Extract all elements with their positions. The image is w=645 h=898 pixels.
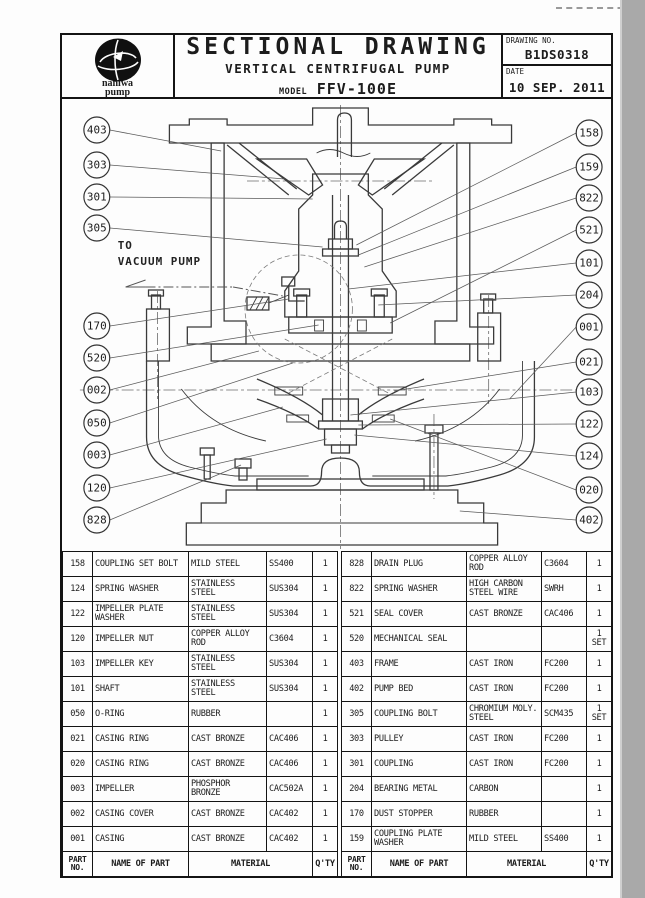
cell-qty: 1 <box>587 677 612 702</box>
leader-line <box>460 511 576 520</box>
cell-code: SWRH <box>542 577 587 602</box>
cell-mat: STAINLESS STEEL <box>189 677 267 702</box>
date-label: DATE <box>506 67 525 77</box>
cell-qty: 1 SET <box>587 627 612 652</box>
cell-name: CASING COVER <box>93 802 189 827</box>
cell-mat: RUBBER <box>189 702 267 727</box>
cell-qty: 1 <box>587 752 612 777</box>
cell-name: CASING RING <box>93 752 189 777</box>
cell-no: 159 <box>342 827 372 852</box>
cell-no: 301 <box>342 752 372 777</box>
cell-no: 521 <box>342 602 372 627</box>
cell-qty: 1 <box>313 577 338 602</box>
part-row <box>63 702 338 727</box>
date-cell <box>503 66 611 97</box>
balloon-label: 101 <box>579 256 599 270</box>
cell-no: 158 <box>63 552 93 577</box>
cell-name: IMPELLER KEY <box>93 652 189 677</box>
cell-code: SCM435 <box>542 702 587 727</box>
cell-mat: COPPER ALLOY ROD <box>467 552 542 577</box>
part-row <box>63 777 338 802</box>
header-row <box>63 852 338 877</box>
part-row <box>342 752 612 777</box>
cell-qty: 1 <box>587 652 612 677</box>
cell-no: 403 <box>342 652 372 677</box>
balloon-label: 003 <box>86 448 107 462</box>
cell-qty: 1 <box>587 827 612 852</box>
model-line <box>279 79 397 98</box>
cell-qty: 1 <box>587 577 612 602</box>
balloon-label: 305 <box>86 221 107 235</box>
cell-no: 103 <box>63 652 93 677</box>
cell-code: CAC402 <box>267 802 313 827</box>
part-row <box>342 652 612 677</box>
parts-table-left <box>62 551 338 877</box>
leader-line <box>110 351 259 390</box>
sheet-subtitle: VERTICAL CENTRIFUGAL PUMP <box>225 60 451 76</box>
cell-mat: CHROMIUM MOLY. STEEL <box>467 702 542 727</box>
sheet-title: SECTIONAL DRAWING <box>186 33 490 60</box>
part-row <box>63 727 338 752</box>
cell-no: 050 <box>63 702 93 727</box>
balloon-label: 122 <box>579 417 599 431</box>
balloon-label: 402 <box>579 513 599 527</box>
balloon-label: 204 <box>579 288 599 302</box>
model-label: MODEL <box>279 86 308 97</box>
cell-mat: CAST BRONZE <box>189 752 267 777</box>
drawing-area <box>62 99 611 551</box>
cell-code <box>542 802 587 827</box>
cell-no: 020 <box>63 752 93 777</box>
balloon-label: 050 <box>86 416 107 430</box>
cell-no: 520 <box>342 627 372 652</box>
part-row <box>63 677 338 702</box>
leader-line <box>110 325 319 358</box>
cell-mat: CAST IRON <box>467 652 542 677</box>
balloon-label: 103 <box>579 385 599 399</box>
cell-qty: 1 <box>313 752 338 777</box>
part-row <box>63 827 338 852</box>
cell-qty: 1 <box>587 727 612 752</box>
part-row <box>342 552 612 577</box>
balloon-label: 158 <box>579 126 599 140</box>
cell-no: 303 <box>342 727 372 752</box>
cell-qty: 1 <box>313 727 338 752</box>
cell-mat: CAST BRONZE <box>189 727 267 752</box>
header-row <box>342 852 612 877</box>
cell-code: CAC406 <box>267 727 313 752</box>
cell-name: COUPLING PLATE WASHER <box>372 827 467 852</box>
cell-name: SPRING WASHER <box>372 577 467 602</box>
cell-name: DRAIN PLUG <box>372 552 467 577</box>
cell-no: 402 <box>342 677 372 702</box>
leader-line <box>350 392 576 415</box>
cell-mat: COPPER ALLOY ROD <box>189 627 267 652</box>
cell-code: CAC406 <box>267 752 313 777</box>
cell-qty: 1 <box>313 677 338 702</box>
cell-code: FC200 <box>542 752 587 777</box>
cell-code: SS400 <box>542 827 587 852</box>
balloon-label: 520 <box>86 351 107 365</box>
part-row <box>63 552 338 577</box>
cell-name: DUST STOPPER <box>372 802 467 827</box>
part-row <box>63 802 338 827</box>
part-row <box>342 827 612 852</box>
cell-qty: 1 <box>313 802 338 827</box>
sheet-border-frame <box>60 33 613 878</box>
drawing-no-cell <box>503 35 611 66</box>
cell-no: 822 <box>342 577 372 602</box>
cell-no: 002 <box>63 802 93 827</box>
cell-no: 001 <box>63 827 93 852</box>
cell-code: FC200 <box>542 652 587 677</box>
cell-mat: STAINLESS STEEL <box>189 652 267 677</box>
balloon-label: 159 <box>579 160 599 174</box>
cell-mat: PHOSPHOR BRONZE <box>189 777 267 802</box>
drawing-no-label: DRAWING NO. <box>506 36 556 45</box>
cell-name: PUMP BED <box>372 677 467 702</box>
header-part-no: PART NO. <box>63 852 93 877</box>
cell-code: SUS304 <box>267 677 313 702</box>
title-block-right <box>503 35 611 97</box>
cell-code <box>542 627 587 652</box>
header-name: NAME OF PART <box>93 852 189 877</box>
cell-mat: CAST BRONZE <box>189 827 267 852</box>
cell-no: 170 <box>342 802 372 827</box>
cell-mat: MILD STEEL <box>189 552 267 577</box>
header-part-no: PART NO. <box>342 852 372 877</box>
cell-name: PULLEY <box>372 727 467 752</box>
cell-no: 305 <box>342 702 372 727</box>
balloon-label: 021 <box>579 355 599 369</box>
leader-line <box>356 133 576 245</box>
leader-line <box>358 424 576 425</box>
cell-qty: 1 <box>313 652 338 677</box>
cell-mat: CAST BRONZE <box>189 802 267 827</box>
cell-code: SUS304 <box>267 602 313 627</box>
balloon-label: 822 <box>579 191 599 205</box>
balloon-label: 303 <box>86 158 107 172</box>
cell-code: SUS304 <box>267 577 313 602</box>
cell-code: CAC402 <box>267 827 313 852</box>
cell-name: CASING <box>93 827 189 852</box>
cell-name: IMPELLER PLATE WASHER <box>93 602 189 627</box>
leader-line <box>110 363 293 423</box>
cell-name: BEARING METAL <box>372 777 467 802</box>
leader-line <box>358 167 576 255</box>
cell-qty: 1 <box>313 602 338 627</box>
logo-line1: naniwa <box>101 78 134 89</box>
logo-text <box>102 79 133 97</box>
cell-name: CASING RING <box>93 727 189 752</box>
cell-qty: 1 <box>313 702 338 727</box>
balloon-label: 124 <box>579 449 599 463</box>
part-row <box>63 577 338 602</box>
cell-name: SPRING WASHER <box>93 577 189 602</box>
cell-name: COUPLING <box>372 752 467 777</box>
leader-line <box>354 435 576 456</box>
cell-code: CAC502A <box>267 777 313 802</box>
vacuum-note-line1: TO <box>117 238 133 253</box>
cell-mat: STAINLESS STEEL <box>189 577 267 602</box>
cell-no: 828 <box>342 552 372 577</box>
centerlines <box>80 105 595 549</box>
cell-name: COUPLING SET BOLT <box>93 552 189 577</box>
cell-code: C3604 <box>267 627 313 652</box>
cell-code: FC200 <box>542 727 587 752</box>
cell-qty: 1 <box>313 827 338 852</box>
date-value: 10 SEP. 2011 <box>508 80 606 95</box>
title-block <box>62 35 611 99</box>
leader-line <box>394 362 576 391</box>
cell-qty: 1 <box>587 802 612 827</box>
vacuum-pump-arrow <box>126 280 283 296</box>
cell-qty: 1 <box>313 777 338 802</box>
cell-no: 122 <box>63 602 93 627</box>
cell-qty: 1 <box>587 552 612 577</box>
part-row <box>342 802 612 827</box>
part-row <box>342 627 612 652</box>
logo-line2: pump <box>104 87 130 98</box>
cell-mat: RUBBER <box>467 802 542 827</box>
parts-list <box>62 551 611 878</box>
cell-no: 101 <box>63 677 93 702</box>
balloon-label: 521 <box>579 223 599 237</box>
header-material: MATERIAL <box>189 852 313 877</box>
cell-code: SS400 <box>267 552 313 577</box>
cell-qty: 1 <box>313 552 338 577</box>
cell-name: MECHANICAL SEAL <box>372 627 467 652</box>
cell-qty: 1 <box>587 602 612 627</box>
cell-name: FRAME <box>372 652 467 677</box>
cell-mat: CAST IRON <box>467 752 542 777</box>
cell-code <box>542 777 587 802</box>
cell-qty: 1 <box>587 777 612 802</box>
vacuum-note-line2: VACUUM PUMP <box>117 254 202 269</box>
cell-no: 120 <box>63 627 93 652</box>
balloon-label: 002 <box>86 383 107 397</box>
leader-line <box>110 165 285 179</box>
cell-mat: CAST BRONZE <box>467 602 542 627</box>
part-row <box>342 702 612 727</box>
cell-code <box>267 702 313 727</box>
cell-qty: 1 SET <box>587 702 612 727</box>
model-value: FFV-100E <box>316 79 397 98</box>
leader-line <box>110 228 323 247</box>
cell-qty: 1 <box>313 627 338 652</box>
part-row <box>342 577 612 602</box>
cell-no: 021 <box>63 727 93 752</box>
cell-no: 003 <box>63 777 93 802</box>
cell-mat: CAST IRON <box>467 677 542 702</box>
drawing-no-value: B1DS0318 <box>524 47 590 63</box>
logo-cell <box>62 35 175 97</box>
leader-line <box>110 130 221 151</box>
title-cell <box>175 35 503 97</box>
cell-no: 204 <box>342 777 372 802</box>
cell-name: IMPELLER <box>93 777 189 802</box>
cell-code: SUS304 <box>267 652 313 677</box>
cell-mat: CARBON <box>467 777 542 802</box>
balloon-label: 020 <box>579 483 599 497</box>
parts-table-right <box>341 551 612 877</box>
header-qty: Q'TY <box>313 852 338 877</box>
part-row <box>342 677 612 702</box>
balloon-label: 001 <box>579 320 599 334</box>
part-row <box>342 727 612 752</box>
part-row <box>63 652 338 677</box>
cell-name: O-RING <box>93 702 189 727</box>
part-row <box>342 777 612 802</box>
header-material: MATERIAL <box>467 852 587 877</box>
naniwa-pump-logo-icon <box>87 37 149 83</box>
balloon-label: 828 <box>86 513 107 527</box>
cell-mat: STAINLESS STEEL <box>189 602 267 627</box>
balloon-label: 170 <box>86 319 107 333</box>
leader-line <box>378 295 576 305</box>
cell-name: SHAFT <box>93 677 189 702</box>
cell-code: CAC406 <box>542 602 587 627</box>
cell-mat <box>467 627 542 652</box>
balloon-label: 301 <box>86 190 107 204</box>
cell-code: C3604 <box>542 552 587 577</box>
balloon-label: 120 <box>86 481 107 495</box>
cell-name: IMPELLER NUT <box>93 627 189 652</box>
page-edge-gray-strip <box>620 0 645 898</box>
part-row <box>63 602 338 627</box>
cell-mat: MILD STEEL <box>467 827 542 852</box>
cell-mat: HIGH CARBON STEEL WIRE <box>467 577 542 602</box>
pump-sectional-drawing <box>62 99 611 551</box>
header-qty: Q'TY <box>587 852 612 877</box>
cell-code: FC200 <box>542 677 587 702</box>
header-name: NAME OF PART <box>372 852 467 877</box>
balloon-label: 403 <box>86 123 107 137</box>
cell-mat: CAST IRON <box>467 727 542 752</box>
part-row <box>342 602 612 627</box>
cell-no: 124 <box>63 577 93 602</box>
leader-line <box>110 299 289 326</box>
part-row <box>63 627 338 652</box>
part-row <box>63 752 338 777</box>
leader-line <box>510 327 577 399</box>
cell-name: COUPLING BOLT <box>372 702 467 727</box>
cell-name: SEAL COVER <box>372 602 467 627</box>
